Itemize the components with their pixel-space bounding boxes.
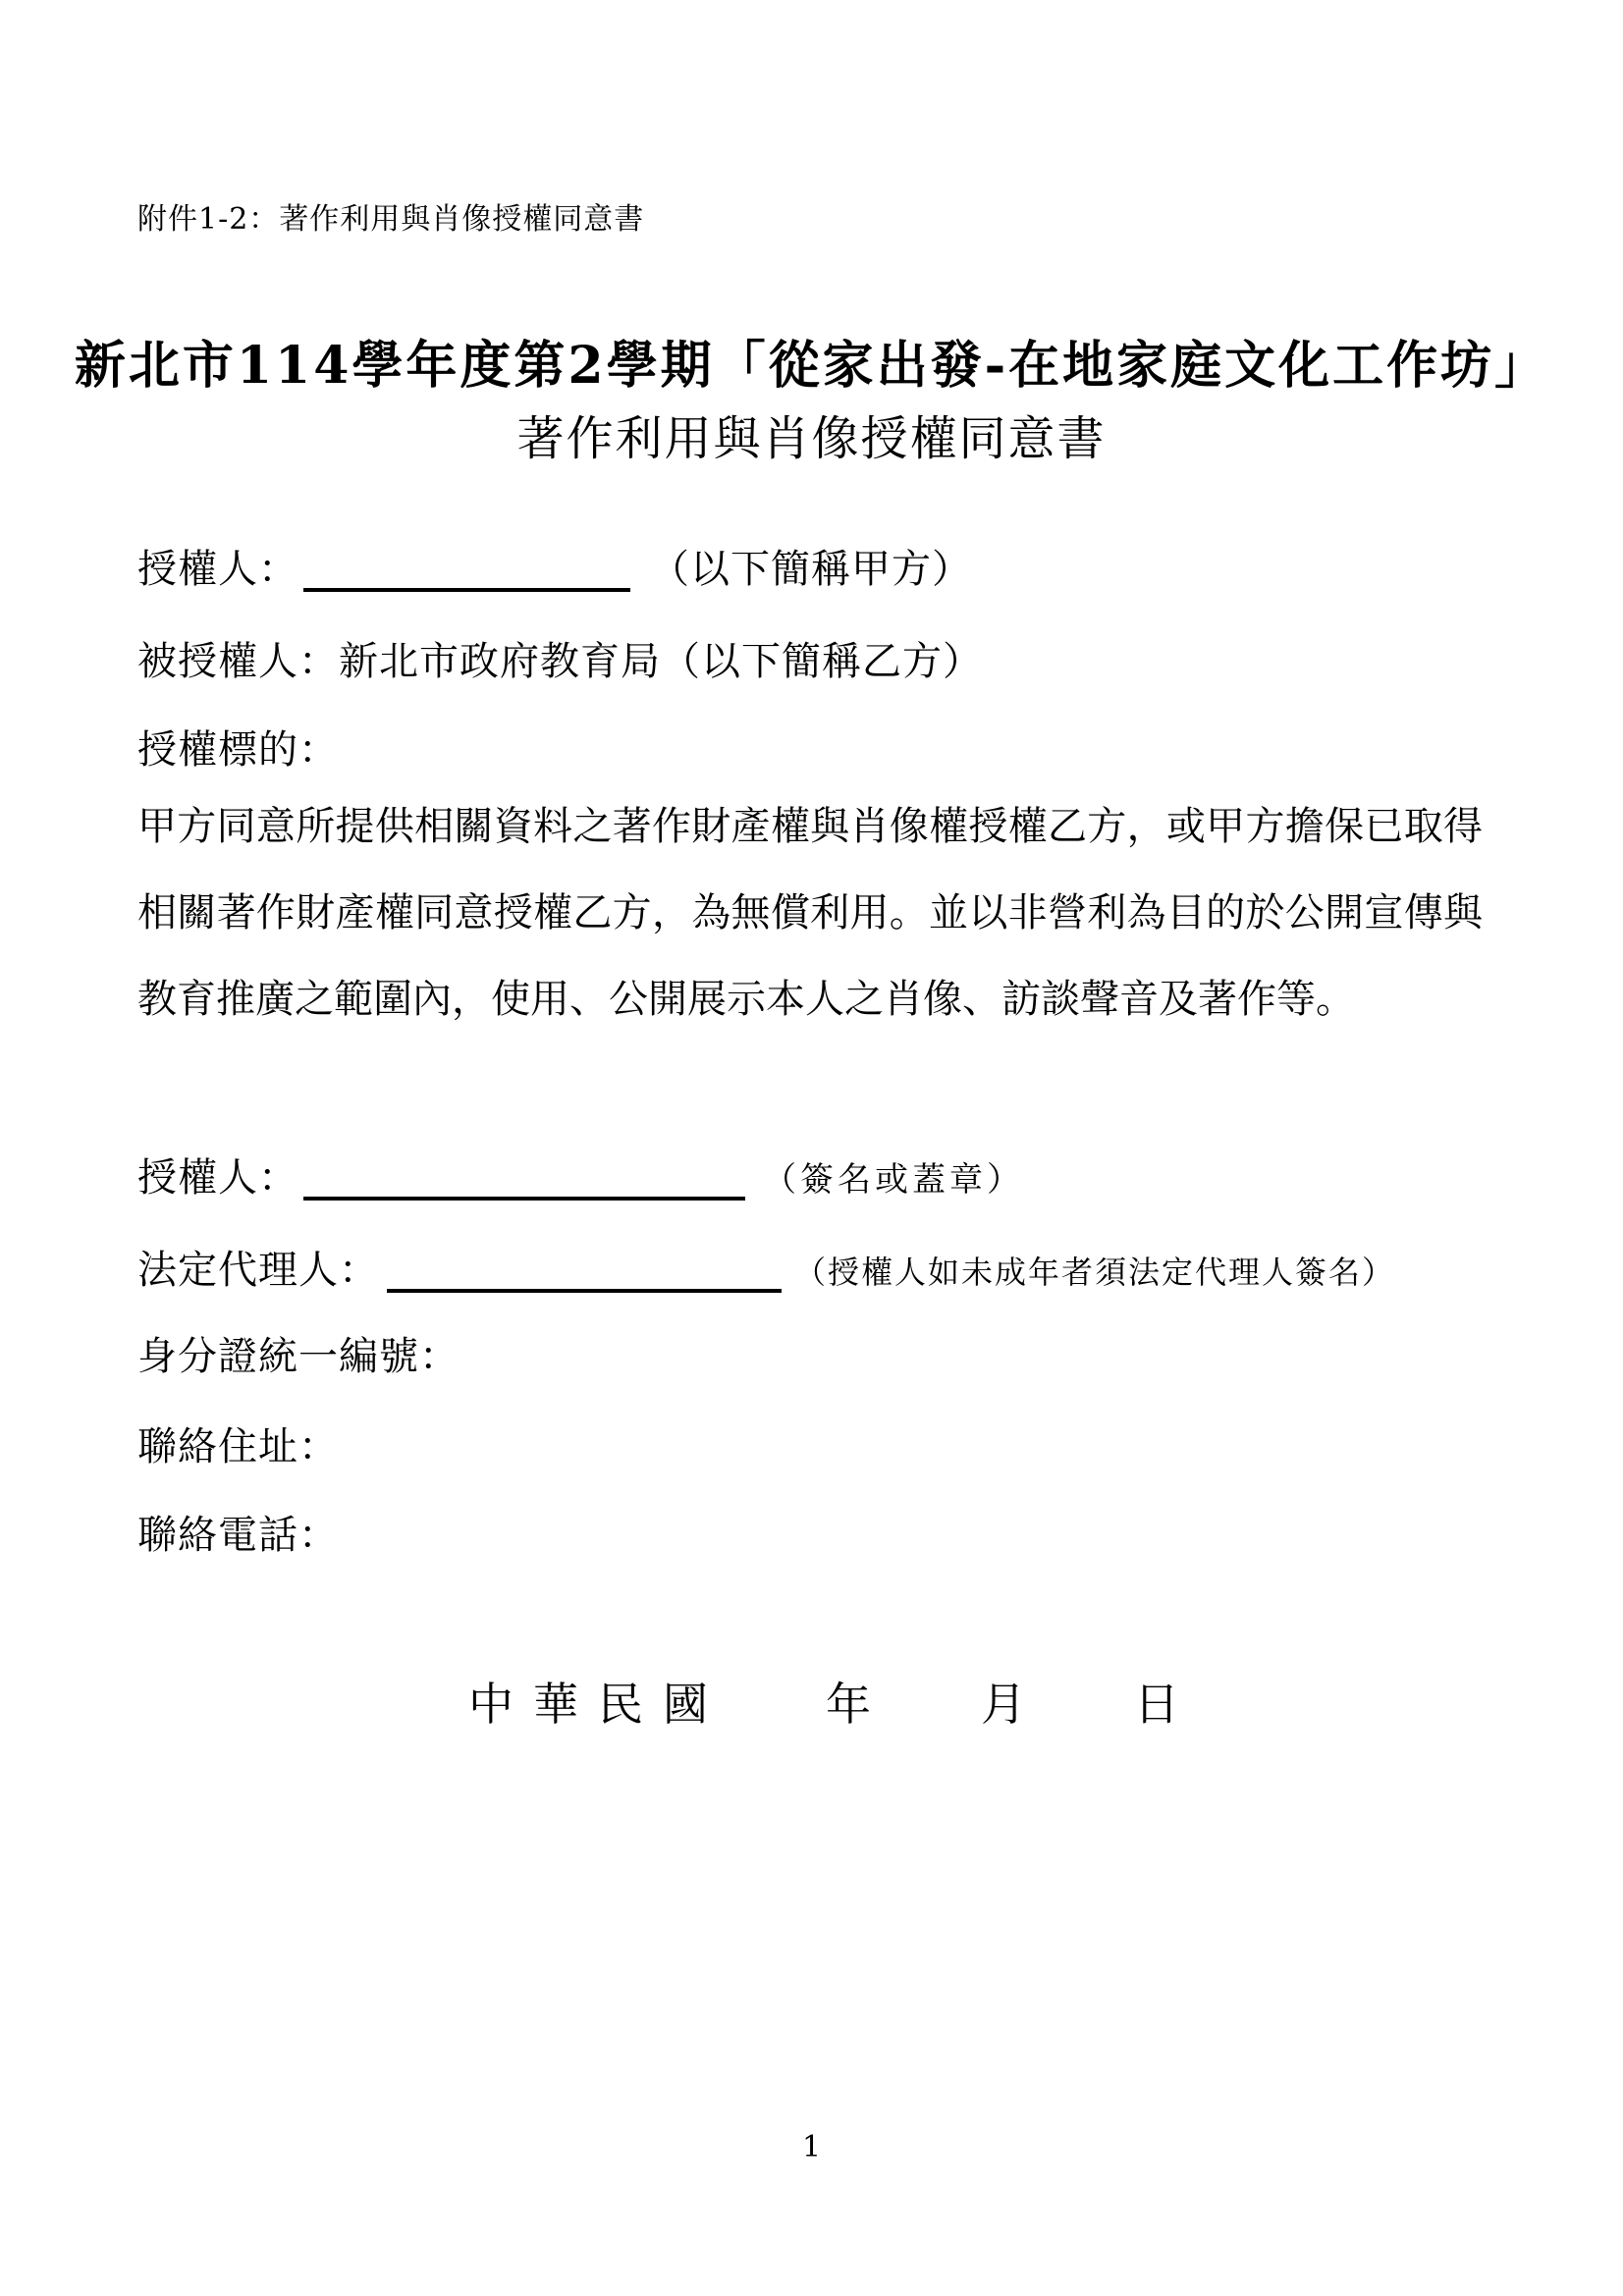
page-number: 1 <box>801 2130 822 2164</box>
licensor-label: 授權人： <box>137 547 298 592</box>
licensee-line: 被授權人：新北市政府教育局（以下簡稱乙方） <box>137 639 983 684</box>
republic-era-date-line <box>468 1669 1179 1734</box>
licensor-note: （以下簡稱甲方） <box>650 547 972 592</box>
signature-licensor-note: （簽名或蓋章） <box>763 1160 1024 1200</box>
legal-representative-line <box>137 1239 1395 1295</box>
subject-label: 授權標的： <box>137 727 339 773</box>
date-month-label: 月 <box>981 1678 1026 1731</box>
licensor-line <box>137 538 972 594</box>
agreement-body <box>137 783 1483 1042</box>
date-day-label: 日 <box>1134 1678 1179 1731</box>
attachment-label: 附件1-2：著作利用與肖像授權同意書 <box>137 202 645 237</box>
date-year-label: 年 <box>826 1678 871 1731</box>
signature-licensor-line <box>137 1147 1024 1202</box>
agreement-body-line3: 教育推廣之範圍內，使用、公開展示本人之肖像、訪談聲音及著作等。 <box>137 977 1355 1022</box>
agreement-body-line2: 相關著作財產權同意授權乙方，為無償利用。並以非營利為目的於公開宣傳與 <box>137 890 1483 935</box>
agreement-body-line1: 甲方同意所提供相關資料之著作財產權與肖像權授權乙方，或甲方擔保已取得 <box>137 804 1483 849</box>
legal-representative-label: 法定代理人： <box>137 1248 379 1293</box>
document-title-line2: 著作利用與肖像授權同意書 <box>516 411 1107 466</box>
document-title-line1: 新北市114學年度第2學期「從家出發-在地家庭文化工作坊」 <box>74 336 1549 396</box>
signature-licensor-label: 授權人： <box>137 1155 298 1201</box>
contact-phone-label: 聯絡電話： <box>137 1513 339 1558</box>
legal-representative-blank-field <box>387 1254 782 1293</box>
legal-representative-note: （授權人如未成年者須法定代理人簽名） <box>794 1254 1396 1291</box>
date-era-label: 中華民國 <box>468 1678 728 1731</box>
id-number-label: 身分證統一編號： <box>137 1334 460 1379</box>
contact-address-label: 聯絡住址： <box>137 1424 339 1469</box>
signature-licensor-blank-field <box>303 1161 745 1201</box>
licensor-blank-field <box>303 553 630 592</box>
